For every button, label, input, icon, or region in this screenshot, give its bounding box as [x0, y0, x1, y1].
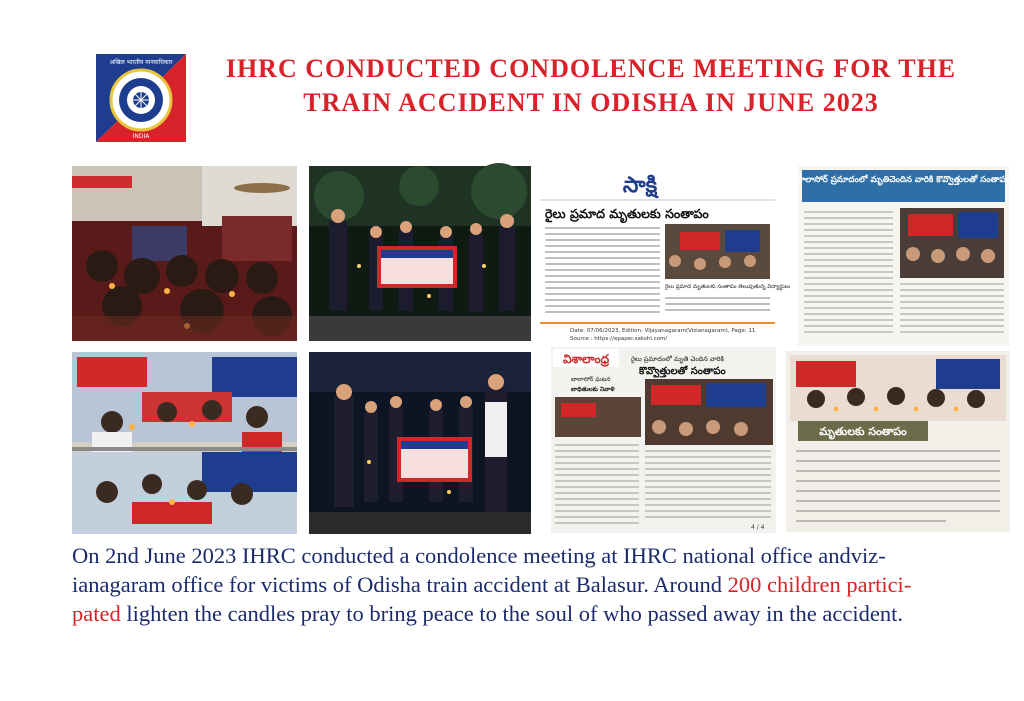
title-line-1: IHRC CONDUCTED CONDOLENCE MEETING FOR THE — [225, 54, 957, 83]
newspaper-clipping-visalandhra — [551, 347, 776, 533]
highlight-children-count: 200 children partici- — [727, 572, 912, 597]
newspaper-clipping-balasore — [798, 166, 1009, 346]
clip-two-headline: బాలాసోర్ ప్రమాదంలో మృతిచెందిన వారికి కొవ్వొత్తులతో సంతాపం — [796, 175, 1010, 185]
visalandhra-headline-small: రైలు ప్రమాదంలో మృతి చెందిన వారికి — [631, 355, 724, 363]
event-description — [72, 541, 1002, 628]
sakshi-caption: రైలు ప్రమాద మృతులకు సంతాపం తెలుపుతున్న విద్యార్థులు — [665, 284, 791, 290]
ihrc-logo — [96, 54, 186, 142]
sakshi-footer-date: Date: 07/06/2023, Edition: Vijayanagaram(Vizianagaram), Page: 11 — [570, 328, 756, 334]
highlight-participated: pated — [72, 601, 121, 626]
description-line-2 — [72, 570, 1002, 599]
photo-night-skaters-banner — [309, 166, 531, 341]
description-line-3-text: lighten the candles pray to bring peace to the soul of who passed away in the accident. — [126, 601, 903, 626]
description-line-2-text: ianagaram office for victims of Odisha train accident at Balasur. Around — [72, 572, 722, 597]
sakshi-headline: రైలు ప్రమాద మృతులకు సంతాపం — [545, 206, 709, 221]
photo-skaters-group-night — [309, 352, 531, 534]
visalandhra-page-marker: 4 / 4 — [751, 524, 765, 531]
photo-indoor-candle-gathering — [72, 166, 297, 341]
sakshi-masthead: సాక్షి — [622, 173, 658, 198]
description-line-1: On 2nd June 2023 IHRC conducted a condolence meeting at IHRC national office andviz- — [72, 543, 886, 568]
logo-bottom-text: INDIA — [132, 133, 150, 140]
visalandhra-headline: కొవ్వొత్తులతో సంతాపం — [639, 366, 726, 377]
title-line-2: TRAIN ACCIDENT IN ODISHA IN JUNE 2023 — [303, 88, 879, 117]
logo-top-text: अखिल भारतीय मानवाधिकार — [109, 59, 173, 66]
newspaper-clipping-mrutulaku — [786, 351, 1010, 532]
photo-office-candle-lighting — [72, 352, 297, 534]
visalandhra-masthead: విశాలాంధ్ర — [562, 352, 610, 366]
description-line-3 — [72, 599, 1002, 628]
visalandhra-subhead-1: బాలాసోర్ ఘటన — [571, 376, 611, 383]
sakshi-footer-source: Source : https://epaper.sakshi.com/ — [570, 336, 668, 342]
visalandhra-subhead-2: బాధితులకు నివాళి — [571, 386, 615, 393]
page-title — [196, 52, 986, 120]
clip-four-headline: మృతులకు సంతాపం — [819, 425, 907, 438]
newspaper-clipping-sakshi — [540, 166, 791, 346]
